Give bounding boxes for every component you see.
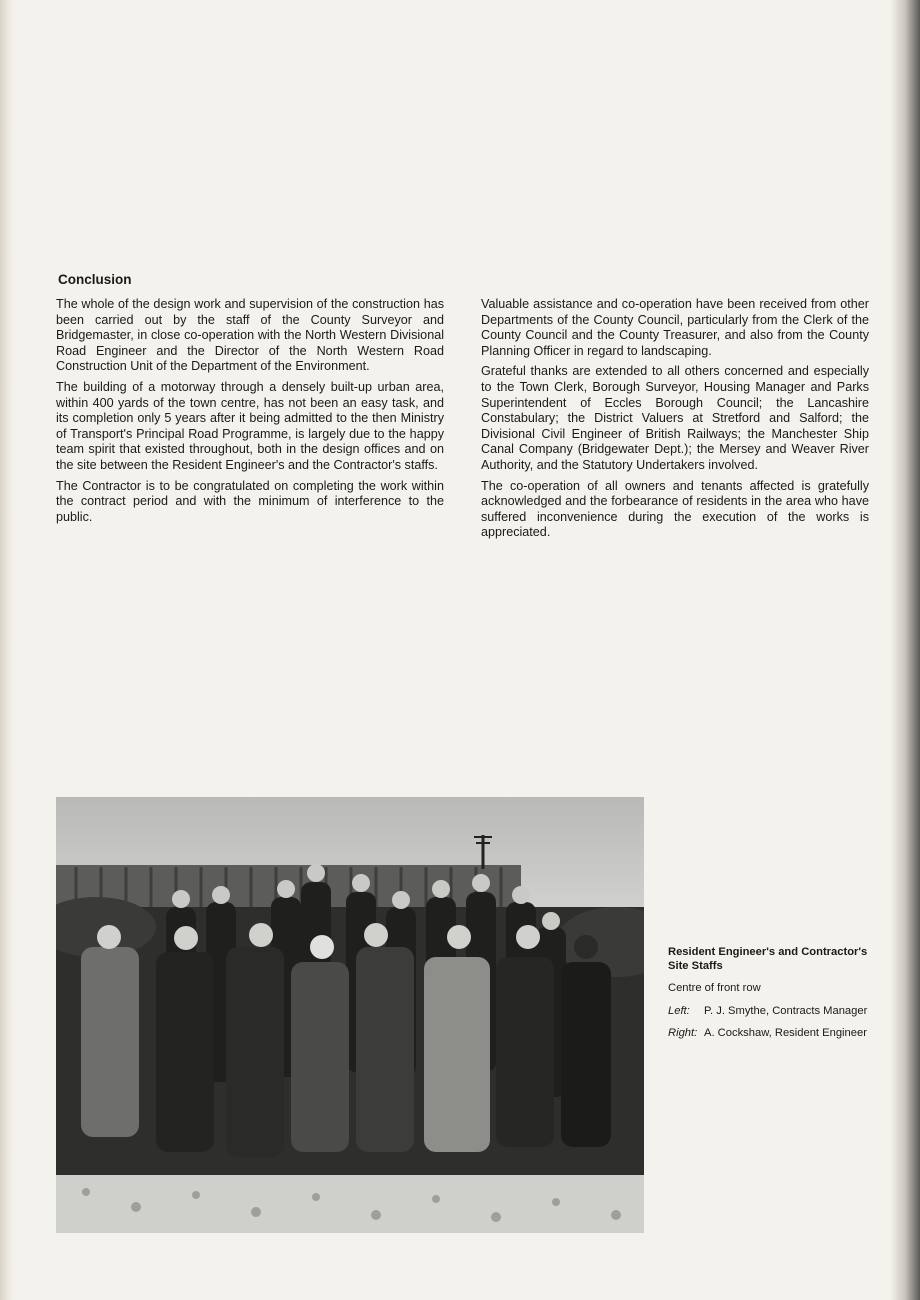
caption-left-label: Left: (668, 1004, 690, 1017)
section-heading: Conclusion (58, 272, 132, 287)
paragraph: The whole of the design work and supervision of the construction has been carried out by the staff of the County Surveyor and Bridgemaster, in close co-operation with the North Western Divisional Road Engineer and the Director of the North Western Road Construction Unit of the Department of the Environment. (56, 297, 444, 374)
right-text-column (481, 297, 869, 546)
paragraph: The building of a motorway through a densely built-up urban area, within 400 yards of the town centre, has not been an easy task, and its completion only 5 years after it being admitted to the then Ministry of Transport's Principal Road Programme, is largely due to the happy team spirit that existed throughout, both in the design offices and on the site between the Resident Engineer's and the Contractor's staffs. (56, 379, 444, 472)
caption-left-row (668, 1005, 868, 1019)
paragraph: The Contractor is to be congratulated on completing the work within the contract period and with the minimum of interference to the public. (56, 478, 444, 524)
caption-subtitle: Centre of front row (668, 982, 761, 995)
left-text-column (56, 297, 444, 530)
photo-caption (668, 946, 868, 1050)
page-binding-edge (0, 0, 14, 1300)
paragraph: Grateful thanks are extended to all others concerned and especially to the Town Clerk, Borough Surveyor, Housing Manager and Parks Superintendent of Eccles Borough Council; the Lancashire Constabulary; the District Valuers at Stretford and Salford; the Divisional Civil Engineer of British Railways; the Manchester Ship Canal Company (Bridgewater Dept.); the Mersey and Weaver River Authority, and the Statutory Undertakers involved. (481, 364, 869, 472)
group-photo-image (56, 797, 644, 1233)
caption-title: Resident Engineer's and Contractor's Site Staffs (668, 946, 868, 972)
group-photo (56, 797, 644, 1233)
caption-right-row (668, 1027, 868, 1041)
caption-right-label: Right: (668, 1027, 698, 1040)
caption-left-text: P. J. Smythe, Contracts Manager (704, 1004, 868, 1017)
page-right-edge (890, 0, 920, 1300)
caption-right-text: A. Cockshaw, Resident Engineer (704, 1027, 867, 1040)
paragraph: The co-operation of all owners and tenants affected is gratefully acknowledged and the forbearance of residents in the area who have suffered inconvenience during the execution of the works is appreciated. (481, 478, 869, 540)
paragraph: Valuable assistance and co-operation have been received from other Departments of the County Council, particularly from the Clerk of the County Council and the County Treasurer, and also from the County Planning Officer in regard to landscaping. (481, 297, 869, 358)
